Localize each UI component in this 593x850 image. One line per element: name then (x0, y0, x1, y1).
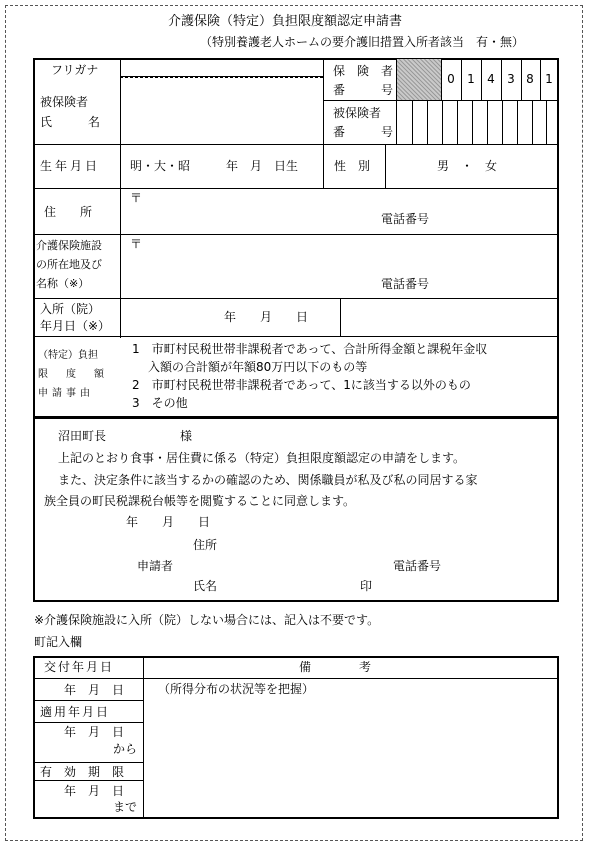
address-phone-label: 電話番号 (381, 212, 430, 226)
facility-phone-label: 電話番号 (381, 277, 430, 291)
note-text: ※介護保険施設に入所（院）しない場合には、記入は不要です。 (34, 613, 380, 627)
insurer-digit: 8 (526, 72, 534, 86)
address-label: 住 所 (44, 205, 93, 219)
insured-number-label-2: 番 号 (333, 125, 394, 139)
admission-label-2: 年月日（※） (40, 319, 111, 333)
insurer-number-label-1: 保 険 者 (333, 64, 394, 78)
effective-date-ymd: 年 月 日 (64, 725, 125, 739)
declaration-box (33, 417, 559, 602)
reason-item-1-cont: 入額の合計額が年額80万円以下のもの等 (148, 360, 368, 374)
reason-item-2: 2 市町村民税世帯非課税者であって、1に該当する以外のもの (132, 378, 471, 392)
furigana-label: フリガナ (51, 63, 99, 77)
form-subtitle: （特別養護老人ホームの要介護旧措置入所者該当 有・無） (200, 35, 525, 49)
sex-value: 男 ・ 女 (437, 159, 498, 173)
reason-label-3: 申請事由 (38, 388, 94, 399)
facility-label-3: 名称（※） (36, 277, 90, 290)
applicant-name-label: 氏名 (193, 579, 218, 593)
applicant-phone-label: 電話番号 (393, 559, 442, 573)
form-title: 介護保険（特定）負担限度額認定申請書 (168, 14, 403, 29)
seal-mark: 印 (360, 579, 373, 593)
remarks-header: 備 考 (299, 660, 372, 674)
insurer-digit: 0 (447, 72, 455, 86)
applicant-label: 申請者 (137, 559, 174, 573)
insurer-digit: 1 (545, 72, 553, 86)
validity-label: 有 効 期 限 (40, 765, 125, 779)
insurer-digit: 4 (487, 72, 495, 86)
insured-name-label-1: 被保険者 (40, 95, 89, 109)
admission-label-1: 入所（院） (40, 302, 101, 316)
validity-ymd: 年 月 日 (64, 784, 125, 798)
facility-label-2: の所在地及び (36, 258, 102, 271)
addressee: 沼田町長 (58, 429, 107, 443)
reason-label-2: 限 度 額 (38, 369, 108, 380)
insurer-digit: 3 (507, 72, 515, 86)
declaration-date: 年 月 日 (126, 515, 211, 529)
insurer-number-label-2: 番 号 (333, 83, 394, 97)
effective-date-label: 適用年月日 (40, 705, 111, 719)
admission-date-value: 年 月 日 (224, 310, 309, 324)
insurer-digit: 1 (467, 72, 475, 86)
addressee-honorific: 様 (180, 429, 193, 443)
birth-date-value: 明・大・昭 年 月 日生 (130, 159, 299, 173)
sex-label: 性 別 (334, 159, 371, 173)
reason-item-3: 3 その他 (132, 396, 188, 410)
declaration-line-1: 上記のとおり食事・居住費に係る（特定）負担限度額認定の申請をします。 (58, 451, 466, 465)
postal-mark: 〒 (130, 191, 143, 205)
applicant-address-label: 住所 (193, 538, 218, 552)
delivery-date-label: 交付年月日 (44, 660, 115, 674)
reason-label-1: （特定）負担 (38, 350, 98, 361)
remarks-value: （所得分布の状況等を把握） (158, 682, 315, 696)
facility-label-1: 介護保険施設 (36, 239, 102, 252)
declaration-line-3: 族全員の町民税課税台帳等を閲覧することに同意します。 (44, 494, 356, 508)
birth-date-label: 生年月日 (40, 159, 101, 173)
insured-number-label-1: 被保険者 (333, 106, 382, 120)
facility-postal-mark: 〒 (130, 237, 143, 251)
validity-until: まで (113, 800, 138, 814)
effective-from: から (113, 742, 138, 756)
declaration-line-2: また、決定条件に該当するかの確認のため、関係職員が私及び私の同居する家 (58, 473, 478, 487)
office-use-heading: 町記入欄 (34, 635, 83, 649)
reason-item-1: 1 市町村民税世帯非課税者であって、合計所得金額と課税年金収 (132, 342, 488, 356)
insured-name-label-2: 氏 名 (40, 115, 101, 129)
delivery-date-ymd: 年 月 日 (64, 683, 125, 697)
